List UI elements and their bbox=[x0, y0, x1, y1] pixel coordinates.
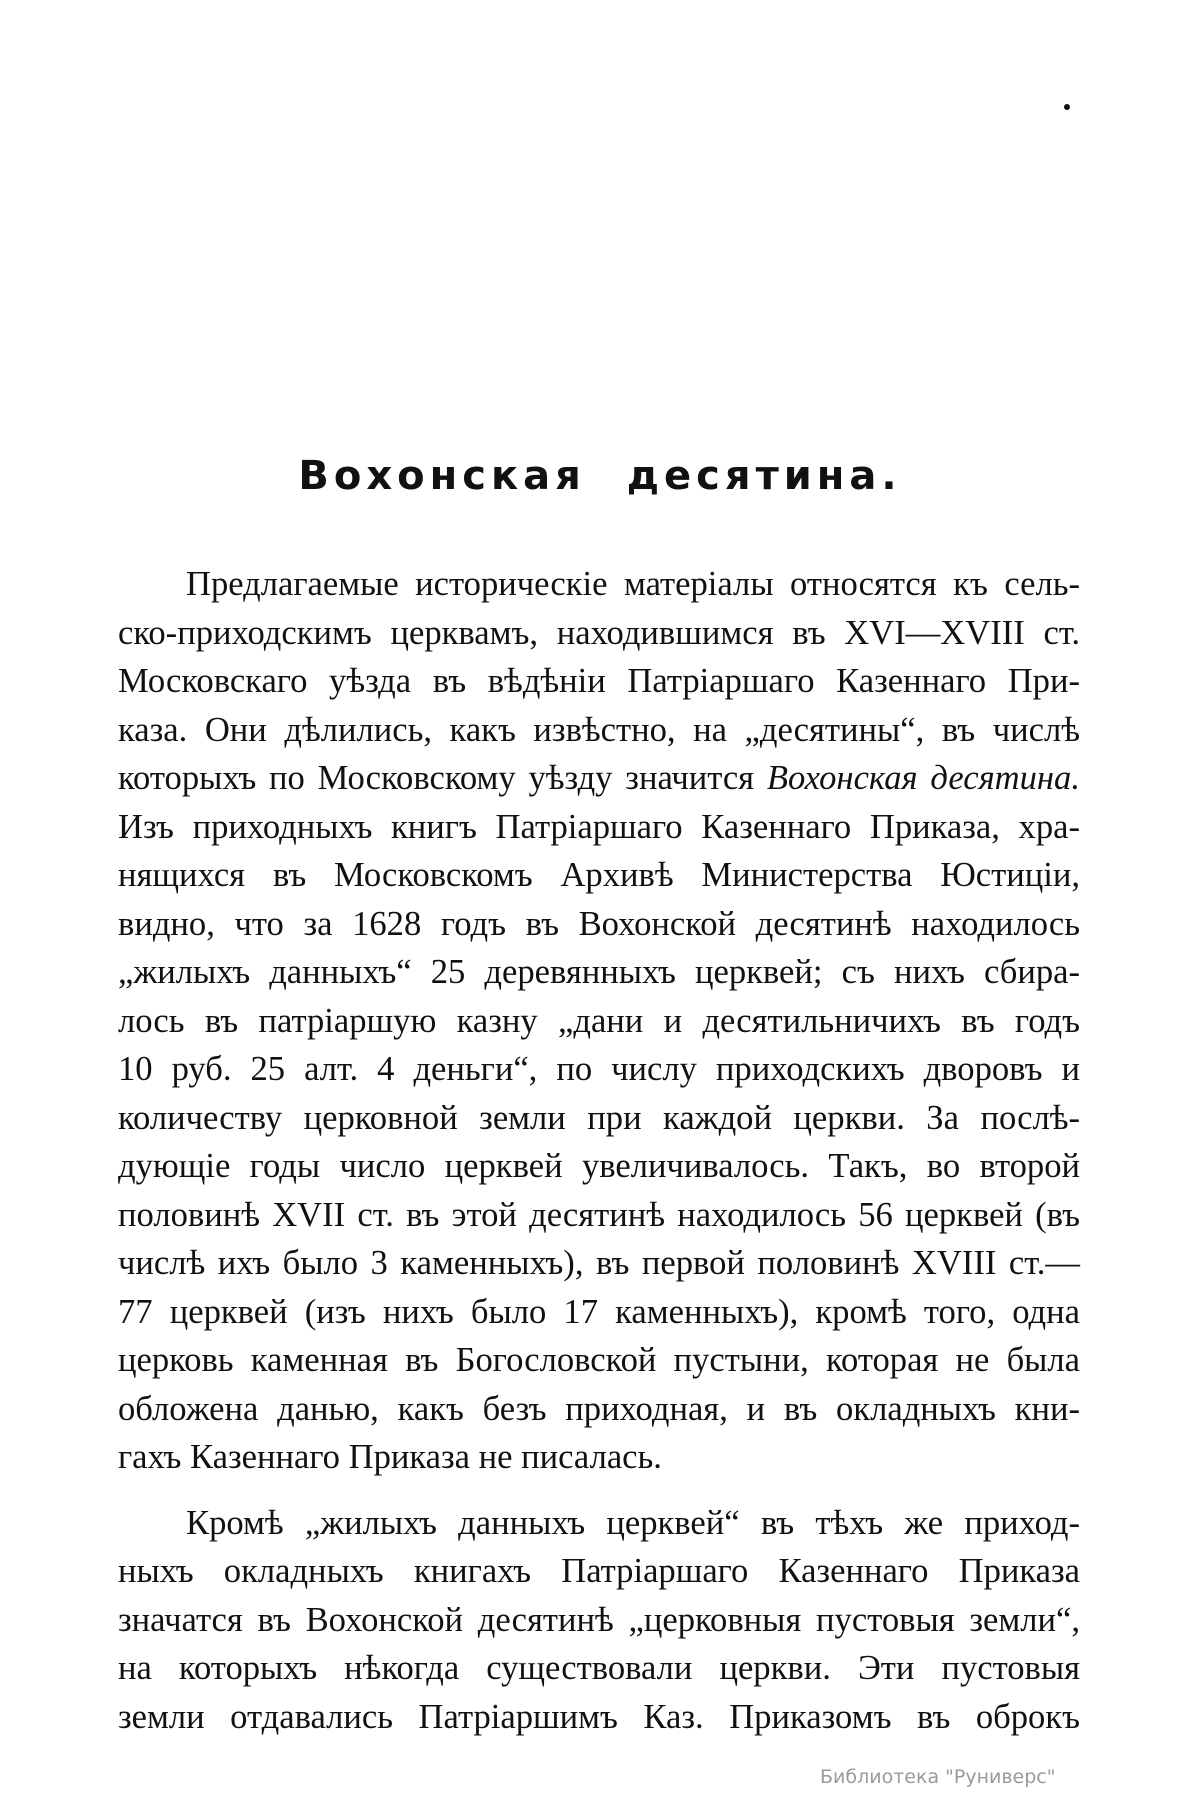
text-line: обложена данью, какъ безъ приходная, и въ окладныхъ кни- bbox=[118, 1389, 1080, 1428]
text-line: Изъ приходныхъ книгъ Патріаршаго Казеннаго Приказа, хра- bbox=[118, 807, 1080, 846]
text-line: ныхъ окладныхъ книгахъ Патріаршаго Казеннаго Приказа bbox=[118, 1552, 1080, 1590]
text-line: значатся въ Вохонской десятинѣ „церковныя пустовыя земли“, bbox=[118, 1600, 1080, 1639]
text-line: количеству церковной земли при каждой церкви. За послѣ- bbox=[118, 1098, 1080, 1137]
text-line: гахъ Казеннаго Приказа не писалась. bbox=[118, 1438, 662, 1476]
body-text bbox=[118, 560, 1080, 1741]
text-fragment: которыхъ по Московскому уѣзду значится bbox=[118, 759, 755, 797]
chapter-title: Вохонская десятина. bbox=[298, 453, 902, 499]
text-line: дующіе годы число церквей увеличивалось. Такъ, во второй bbox=[118, 1147, 1080, 1185]
text-line: 10 руб. 25 алт. 4 деньги“, по числу приходскихъ дворовъ и bbox=[118, 1050, 1080, 1088]
text-line: половинѣ XVII ст. въ этой десятинѣ находилось 56 церквей (въ bbox=[118, 1195, 1080, 1234]
text-line: Московскаго уѣзда въ вѣдѣніи Патріаршаго Казеннаго При- bbox=[118, 662, 1080, 700]
text-line: каза. Они дѣлились, какъ извѣстно, на „десятины“, въ числѣ bbox=[118, 710, 1080, 749]
text-line: видно, что за 1628 годъ въ Вохонской десятинѣ находилось bbox=[118, 904, 1080, 943]
text-line: на которыхъ нѣкогда существовали церкви. Эти пустовыя bbox=[118, 1649, 1080, 1687]
text-line-with-emphasis bbox=[118, 754, 1080, 803]
text-line: числѣ ихъ было 3 каменныхъ), въ первой половинѣ XVIII ст.— bbox=[118, 1244, 1080, 1282]
paragraph-gap bbox=[118, 1482, 1080, 1499]
text-line: „жилыхъ данныхъ“ 25 деревянныхъ церквей; съ нихъ сбира- bbox=[118, 953, 1080, 991]
text-line: лось въ патріаршую казну „дани и десятильничихъ въ годъ bbox=[118, 1001, 1080, 1040]
text-line: ско-приходскимъ церквамъ, находившимся въ XVI—XVIII ст. bbox=[118, 613, 1080, 652]
text-line: Кромѣ „жилыхъ данныхъ церквей“ въ тѣхъ же приход- bbox=[186, 1503, 1080, 1542]
emphasized-term: Вохонская десятина. bbox=[766, 759, 1080, 797]
text-line: Предлагаемые историческіе матеріалы относятся къ сель- bbox=[186, 565, 1080, 603]
ink-speck bbox=[1064, 104, 1070, 110]
text-line: 77 церквей (изъ нихъ было 17 каменныхъ), кромѣ того, одна bbox=[118, 1292, 1080, 1331]
text-line: земли отдавались Патріаршимъ Каз. Приказомъ въ оброкъ bbox=[118, 1697, 1080, 1736]
text-line: церковь каменная въ Богословской пустыни, которая не была bbox=[118, 1341, 1080, 1379]
library-watermark: Библиотека "Руниверс" bbox=[820, 1766, 1056, 1788]
text-line: нящихся въ Московскомъ Архивѣ Министерства Юстиціи, bbox=[118, 856, 1080, 894]
